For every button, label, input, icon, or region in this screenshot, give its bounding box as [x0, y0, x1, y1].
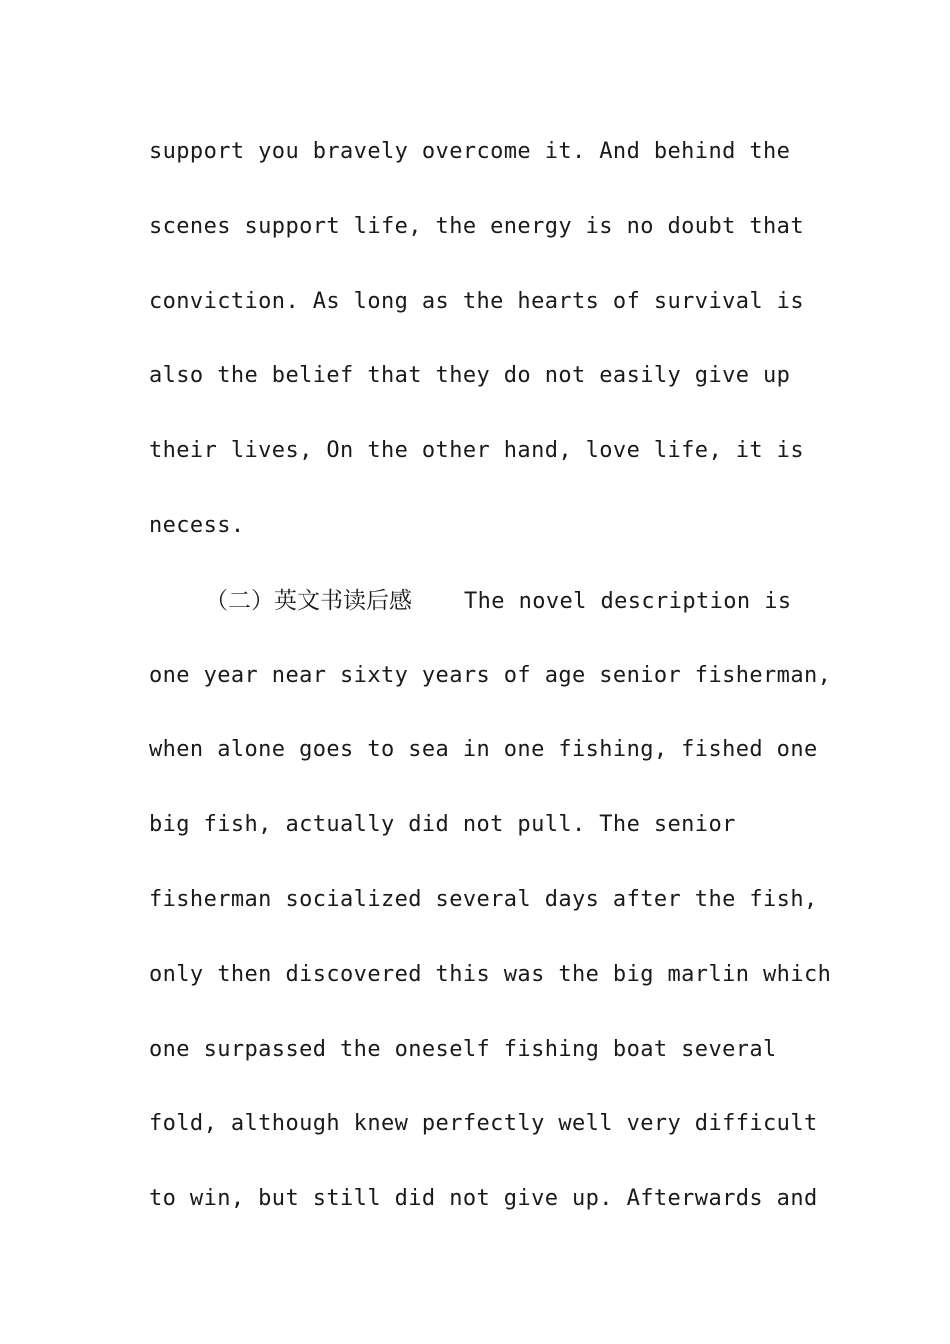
text-line: necess.	[149, 512, 245, 538]
text-line: only then discovered this was the big marlin which	[149, 961, 832, 987]
text-line: to win, but still did not give up. Afterwards and	[149, 1186, 818, 1212]
text-line: conviction. As long as the hearts of survival is	[149, 288, 804, 314]
document-body	[149, 133, 832, 1255]
text-line: fold, although knew perfectly well very difficult	[149, 1111, 818, 1137]
section-heading-line	[149, 582, 809, 657]
text-line: scenes support life, the energy is no doubt that	[149, 213, 804, 239]
text-line: one surpassed the oneself fishing boat several	[149, 1036, 777, 1062]
section-heading: （二）英文书读后感	[205, 587, 412, 614]
text-line: also the belief that they do not easily give up	[149, 363, 791, 389]
text-line: big fish, actually did not pull. The senior	[149, 812, 736, 838]
text-line: fisherman socialized several days after the fish,	[149, 886, 818, 912]
text-line: one year near sixty years of age senior fisherman,	[149, 662, 832, 688]
text-line: when alone goes to sea in one fishing, fished one	[149, 737, 818, 763]
text-line: support you bravely overcome it. And behind the	[149, 139, 791, 164]
text-line: The novel description is	[464, 588, 792, 614]
text-line: their lives, On the other hand, love life, it is	[149, 438, 804, 464]
